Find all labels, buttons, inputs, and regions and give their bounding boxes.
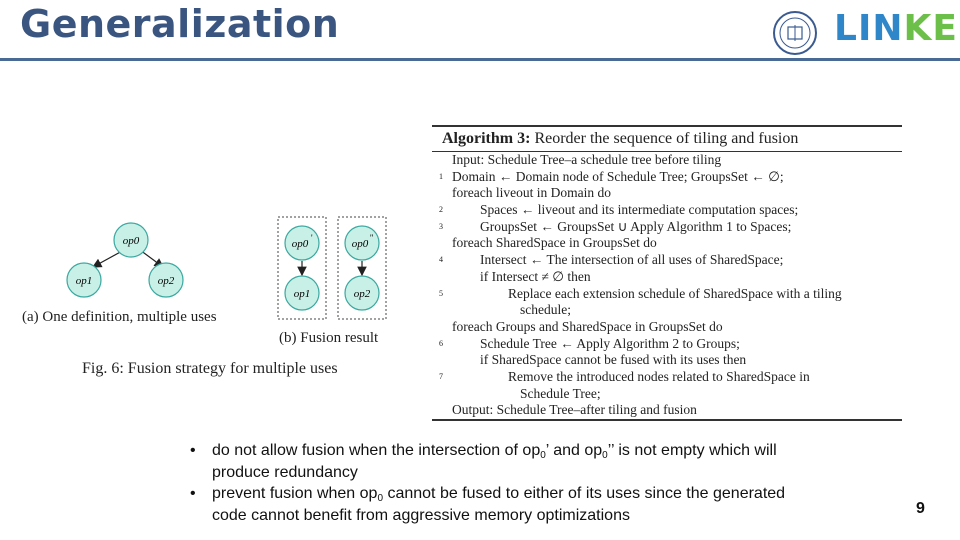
node-b-op0-double-prime: [345, 226, 379, 260]
line-number: 4: [439, 255, 443, 265]
algorithm-box: [432, 125, 902, 421]
caption-a: (a) One definition, multiple uses: [22, 309, 217, 325]
bullet-item: • prevent fusion when $op_0$ cannot be fused to either of its uses since the generated code cannot benefit from aggressive memory optimizations: [190, 485, 786, 524]
slide-title: Generalization: [20, 2, 340, 46]
line-text: Spaces ← liveout and its intermediate computation spaces;: [480, 202, 799, 218]
algorithm-line: [432, 336, 902, 353]
svg-text:op0: op0: [351, 238, 369, 250]
node-b-op2: [345, 276, 379, 310]
algorithm-line: [432, 369, 902, 386]
line-text: Input: Schedule Tree–a schedule tree before tiling: [452, 152, 722, 167]
algorithm-line: [432, 386, 902, 403]
algorithm-line: [432, 219, 902, 236]
bullet-item: • do not allow fusion when the intersection of $op_0$’ and $op_0$’’ is not empty which will produce redundancy: [190, 442, 777, 481]
algorithm-line: [432, 169, 902, 186]
svg-text:op0: op0: [122, 235, 140, 247]
algorithm-line: [432, 352, 902, 369]
algorithm-line: [432, 202, 902, 219]
algorithm-line: [432, 402, 902, 419]
line-number: 6: [439, 338, 443, 348]
algorithm-lines: [432, 152, 902, 419]
node-a-op0: [114, 223, 148, 257]
fusion-diagram: [18, 205, 388, 325]
line-text: foreach Groups and SharedSpace in GroupsSet do: [452, 318, 723, 334]
line-text: if SharedSpace cannot be fused with its uses then: [480, 352, 747, 368]
university-seal-icon: [772, 10, 818, 56]
line-text: Remove the introduced nodes related to SharedSpace in: [508, 368, 810, 384]
node-a-op2: [149, 263, 183, 297]
line-text: if Intersect ≠ ∅ then: [480, 268, 591, 284]
svg-text:op1: op1: [75, 275, 93, 287]
svg-text:op2: op2: [157, 275, 175, 287]
line-text: Intersect ← The intersection of all uses of SharedSpace;: [480, 252, 784, 268]
node-a-op1: [67, 263, 101, 297]
algorithm-line: [432, 302, 902, 319]
line-text: Output: Schedule Tree–after tiling and fusion: [452, 402, 697, 418]
svg-text:': ': [311, 233, 313, 243]
svg-text:'': '': [370, 233, 374, 243]
bullet-list: [190, 440, 790, 526]
line-text: Schedule Tree;: [520, 385, 601, 401]
page-number: 9: [916, 500, 925, 517]
line-number: 5: [439, 288, 443, 298]
line-number: 1: [439, 171, 443, 181]
linke-logo: LINKE: [834, 8, 958, 49]
line-text: GroupsSet ← GroupsSet ∪ Apply Algorithm 1 to Spaces;: [480, 218, 792, 234]
node-b-op1: [285, 276, 319, 310]
line-text: foreach SharedSpace in GroupsSet do: [452, 235, 657, 251]
node-b-op0-prime: [285, 226, 319, 260]
line-number: 7: [439, 371, 443, 381]
svg-text:op0: op0: [291, 238, 309, 250]
algorithm-line: [432, 269, 902, 286]
line-number: 2: [439, 205, 443, 215]
algorithm-line: [432, 152, 902, 169]
algorithm-line: [432, 286, 902, 303]
line-text: schedule;: [520, 302, 571, 318]
algorithm-heading: Algorithm 3: Reorder the sequence of tiling and fusion: [442, 130, 799, 147]
svg-text:op2: op2: [353, 288, 371, 300]
algorithm-line: [432, 185, 902, 202]
line-text: Schedule Tree ← Apply Algorithm 2 to Groups;: [480, 335, 740, 351]
algorithm-line: [432, 252, 902, 269]
title-underline: [0, 58, 960, 61]
line-number: 3: [439, 221, 443, 231]
line-text: Domain ← Domain node of Schedule Tree; GroupsSet ← ∅;: [452, 168, 784, 184]
caption-b: (b) Fusion result: [279, 330, 379, 346]
svg-text:op1: op1: [293, 288, 311, 300]
figure-caption: Fig. 6: Fusion strategy for multiple uses: [82, 360, 338, 377]
algorithm-line: [432, 235, 902, 252]
algorithm-line: [432, 319, 902, 336]
line-text: Replace each extension schedule of SharedSpace with a tiling: [508, 285, 842, 301]
line-text: foreach liveout in Domain do: [452, 185, 611, 201]
